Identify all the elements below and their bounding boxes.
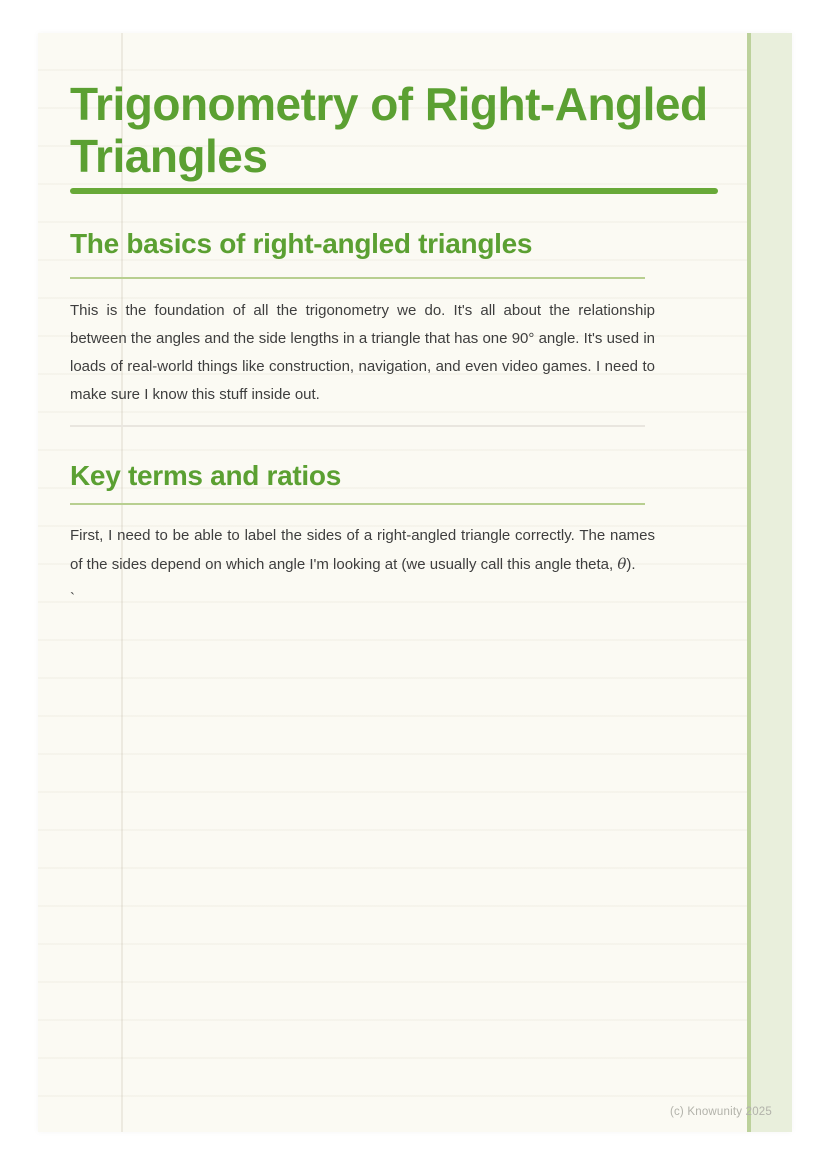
section-heading-underline [70,277,645,279]
section-heading-key-terms: Key terms and ratios [70,460,341,491]
title-underline-rule [70,188,718,194]
page-title-line-1: Trigonometry of Right-Angled [70,78,708,130]
body-text-before-theta: First, I need to be able to label the sides of a right-angled triangle correctly. The names of the sides depend on which angle I'm looking at (we usually call this angle theta, [70,527,655,573]
section-body-basics: This is the foundation of all the trigonometry we do. It's all about the relationship between the angles and the side lengths in a triangle that has one 90° angle. It's used in loads of real-world things like construction, navigation, and even video games. I need to make sure I know this stuff inside out. [70,302,655,403]
page-accent-stripe [747,33,792,1132]
page-title-line-2: Triangles [70,130,268,182]
section-body-key-terms [70,522,655,579]
copyright-watermark: (c) Knowunity 2025 [669,1106,772,1118]
body-text-after-theta: ). [626,556,636,573]
section-heading-underline [70,503,645,505]
theta-symbol: θ [617,555,627,573]
page-title [70,78,708,182]
section-heading-basics: The basics of right-angled triangles [70,228,533,259]
notes-page [38,33,792,1132]
page-content [70,33,708,609]
stray-backtick-character: ` [70,590,75,607]
section-divider [70,425,645,427]
